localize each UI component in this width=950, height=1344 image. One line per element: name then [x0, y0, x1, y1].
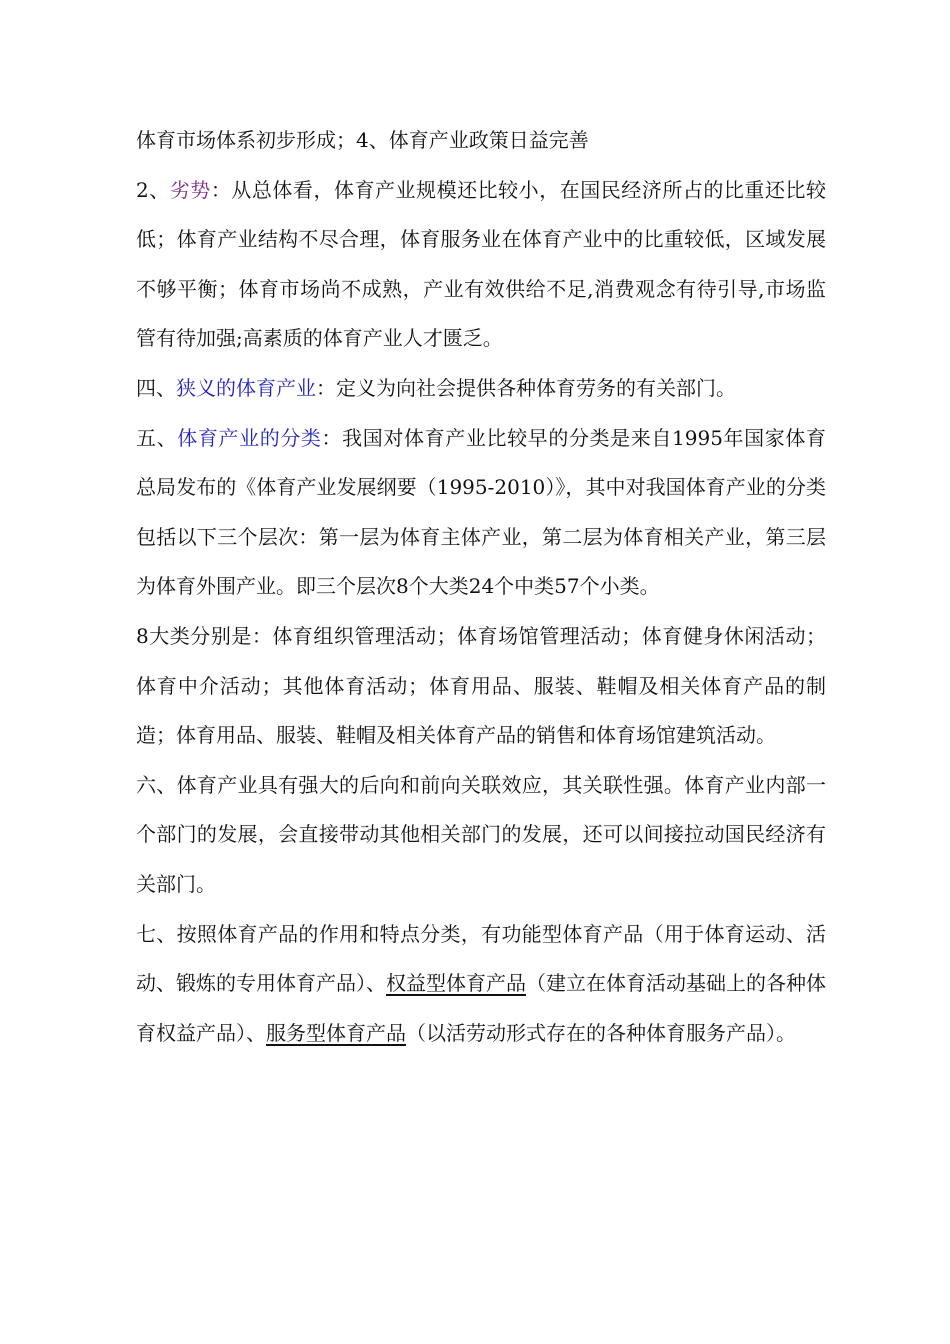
- paragraph-linkage-text: 六、体育产业具有强大的后向和前向关联效应，其关联性强。体育产业内部一个部门的发展，会直接带动其他相关部门的发展，还可以间接拉动国民经济有关部门。: [136, 772, 826, 896]
- classification-term: 体育产业的分类: [177, 425, 322, 450]
- paragraph-1-text: 体育市场体系初步形成；4、体育产业政策日益完善: [136, 128, 589, 152]
- paragraph-classification: [136, 414, 826, 612]
- narrow-industry-term: 狭义的体育产业: [176, 375, 316, 400]
- paragraph-weaknesses-prefix: 2、: [136, 177, 170, 202]
- paragraph-product-types: [136, 910, 826, 1059]
- service-product-term: 服务型体育产品: [266, 1020, 406, 1045]
- paragraph-weaknesses: [136, 166, 826, 364]
- paragraph-classification-prefix: 五、: [136, 425, 178, 450]
- rights-product-term: 权益型体育产品: [386, 971, 526, 996]
- paragraph-1: [136, 116, 826, 166]
- weaknesses-term: 劣势: [169, 177, 211, 202]
- paragraph-linkage-effect: [136, 761, 826, 910]
- paragraph-8-categories-text: 8大类分别是：体育组织管理活动；体育场馆管理活动；体育健身休闲活动；体育中介活动；其他体育活动；体育用品、服装、鞋帽及相关体育产品的制造；体育用品、服装、鞋帽及相关体育产品的销售和体育场馆建筑活动。: [136, 623, 826, 748]
- paragraph-weaknesses-text: ：从总体看，体育产业规模还比较小，在国民经济所占的比重还比较低；体育产业结构不尽合理，体育服务业在体育产业中的比重较低，区域发展不够平衡；体育市场尚不成熟，产业有效供给不足,消费观念有待引导,市场监管有待加强;高素质的体育产业人才匮乏。: [136, 177, 827, 351]
- paragraph-classification-text: ：我国对体育产业比较早的分类是来自1995年国家体育总局发布的《体育产业发展纲要（1995-2010）》，其中对我国体育产业的分类包括以下三个层次：第一层为体育主体产业，第二层为体育相关产业，第三层为体育外围产业。即三个层次8个大类24个中类57个小类。: [136, 425, 826, 599]
- paragraph-product-part1: 七、按照体育产品的作用和特点分类，有功能型体育产品（用于体育运动、活动、锻炼的专用体育产品）、: [136, 921, 826, 996]
- paragraph-narrow-prefix: 四、: [136, 375, 176, 400]
- paragraph-narrow-text: ：定义为向社会提供各种体育劳务的有关部门。: [316, 375, 736, 400]
- paragraph-narrow-definition: [136, 364, 826, 414]
- document-body: [136, 116, 826, 1058]
- paragraph-product-part3: （以活劳动形式存在的各种体育服务产品）。: [406, 1020, 796, 1045]
- paragraph-product-part2: （建立在体育活动基础上的各种体育权益产品）、: [136, 971, 826, 1045]
- paragraph-8-categories: [136, 612, 826, 761]
